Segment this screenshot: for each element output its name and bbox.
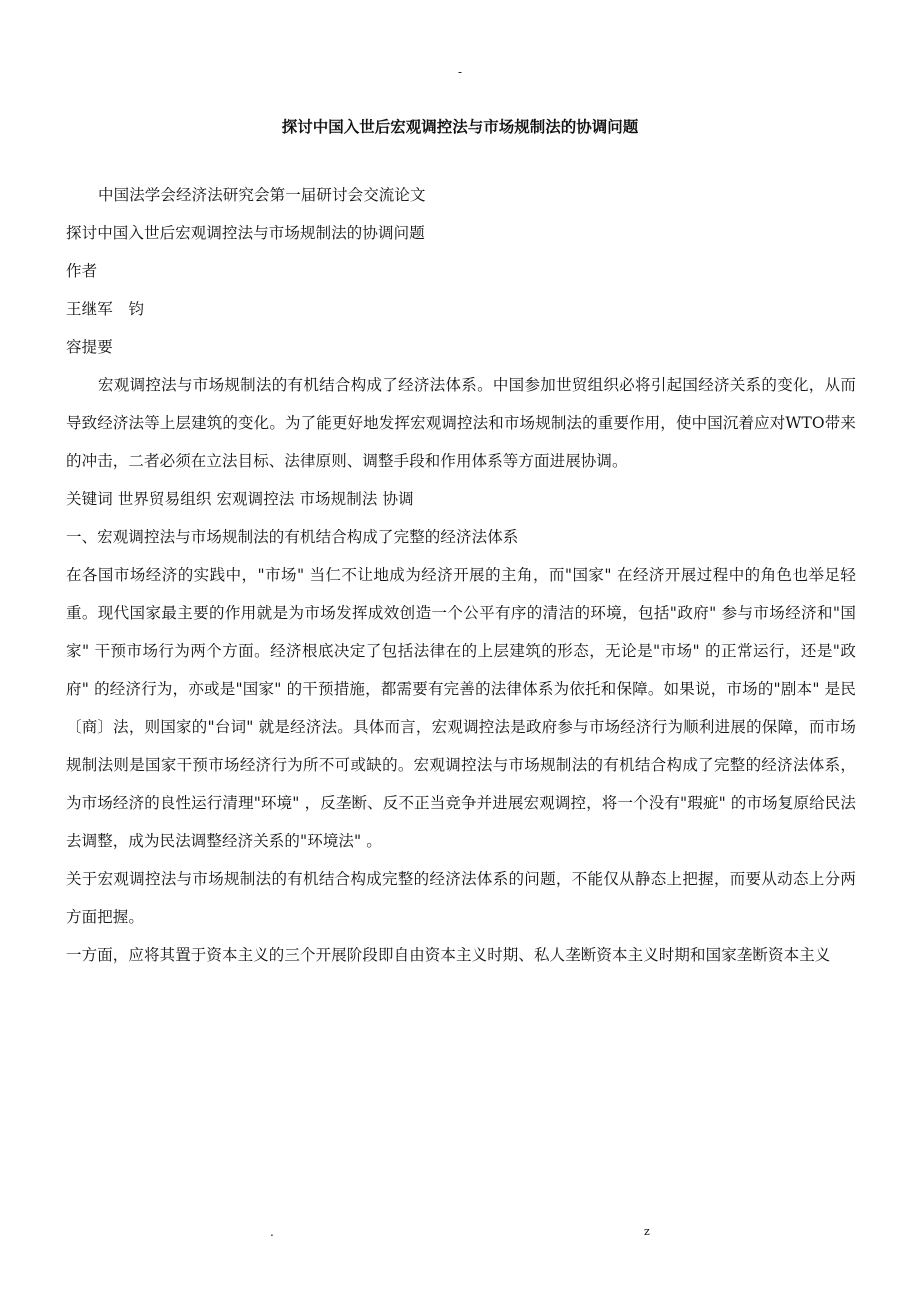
section-heading: 一、宏观调控法与市场规制法的有机结合构成了完整的经济法体系 bbox=[66, 528, 519, 546]
document-body bbox=[66, 176, 856, 974]
abstract-paragraph: 宏观调控法与市场规制法的有机结合构成了经济法体系。中国参加世贸组织必将引起国经济关系的变化，从而导致经济法等上层建筑的变化。为了能更好地发挥宏观调控法和市场规制法的重要作用，使中国沉着应对WTO带来的冲击，二者必须在立法目标、法律原则、调整手段和作用体系等方面进展协调。 bbox=[66, 376, 856, 470]
keywords-line: 关键词 世界贸易组织 宏观调控法 市场规制法 协调 bbox=[66, 490, 414, 508]
subtitle-line: 探讨中国入世后宏观调控法与市场规制法的协调问题 bbox=[66, 224, 425, 242]
author-label: 作者 bbox=[66, 262, 98, 280]
author-names: 王继军 钧 bbox=[66, 300, 145, 318]
document-title: 探讨中国入世后宏观调控法与市场规制法的协调问题 bbox=[281, 117, 639, 136]
page-footer-right: z bbox=[644, 1225, 650, 1238]
abstract-label: 容提要 bbox=[66, 338, 113, 356]
page-header-mark: - bbox=[457, 65, 463, 79]
body-paragraph: 在各国市场经济的实践中，"市场" 当仁不让地成为经济开展的主角，而"国家" 在经济开展过程中的角色也举足轻重。现代国家最主要的作用就是为市场发挥成效创造一个公平有序的清洁的环境，包括"政府" 参与市场经济和"国家" 干预市场行为两个方面。经济根底决定了包括法律在的上层建筑的形态，无论是"市场" 的正常运行，还是"政府" 的经济行为，亦或是"国家" 的干预措施，都需要有完善的法律体系为依托和保障。如果说，市场的"剧本" 是民〔商〕法，则国家的"台词" 就是经济法。具体而言，宏观调控法是政府参与市场经济行为顺利进展的保障，而市场规制法则是国家干预市场经济行为所不可或缺的。宏观调控法与市场规制法的有机结合构成了完整的经济法体系，为市场经济的良性运行清理"环境" ，反垄断、反不正当竞争并进展宏观调控，将一个没有"瑕疵" 的市场复原给民法去调整，成为民法调整经济关系的"环境法" 。 bbox=[66, 566, 856, 850]
body-paragraph: 关于宏观调控法与市场规制法的有机结合构成完整的经济法体系的问题，不能仅从静态上把握，而要从动态上分两方面把握。 bbox=[66, 870, 856, 926]
conference-line: 中国法学会经济法研究会第一届研讨会交流论文 bbox=[98, 186, 426, 204]
body-paragraph: 一方面，应将其置于资本主义的三个开展阶段即自由资本主义时期、私人垄断资本主义时期和国家垄断资本主义 bbox=[66, 946, 831, 964]
page-footer-left: . bbox=[270, 1225, 274, 1239]
